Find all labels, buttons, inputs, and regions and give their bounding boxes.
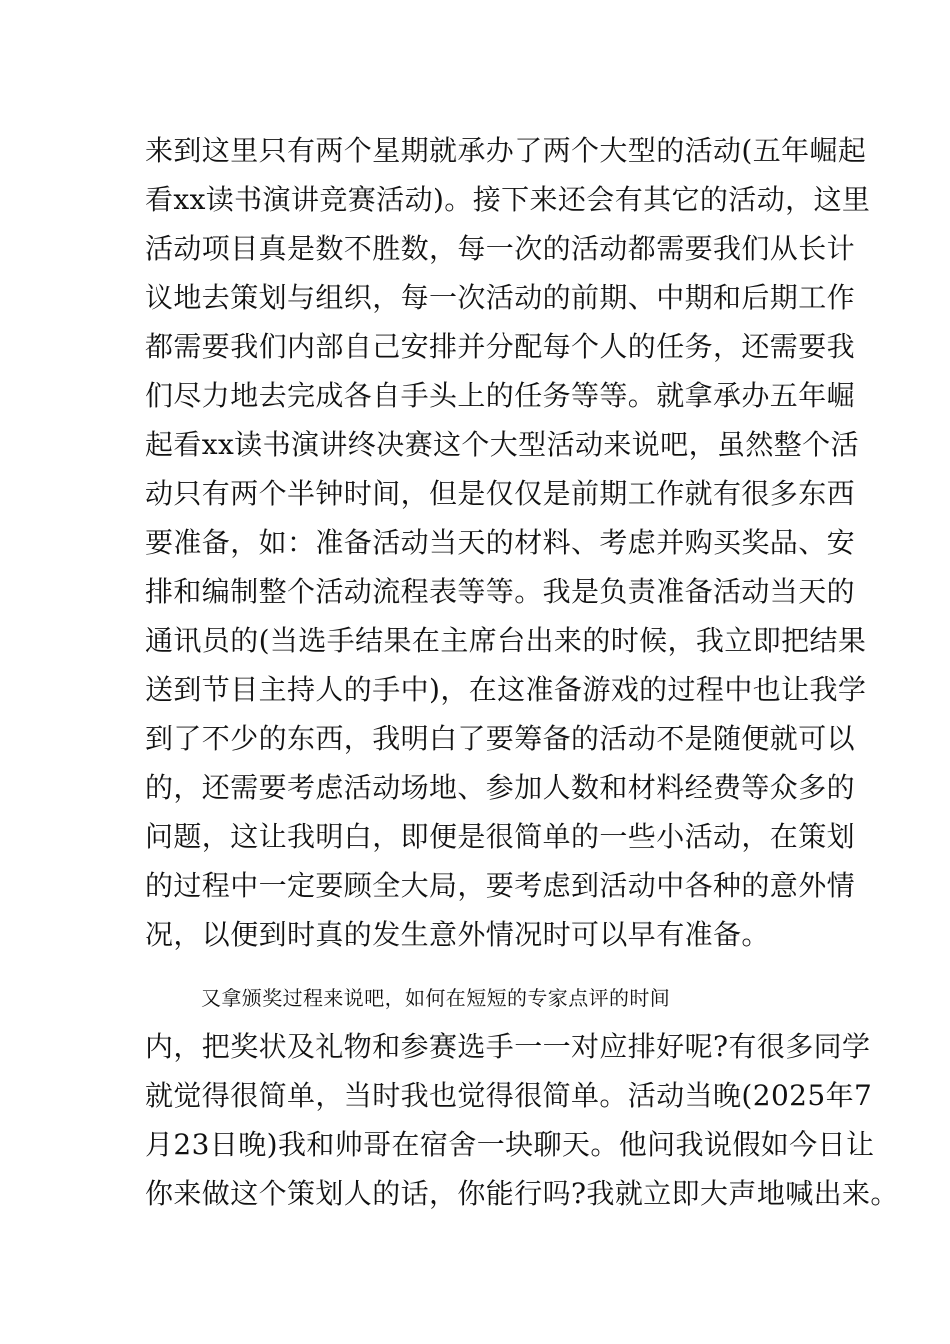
text-line-11: 通讯员的(当选手结果在主席台出来的时候，我立即把结果 <box>145 624 867 657</box>
text-line-12: 送到节目主持人的手中)，在这准备游戏的过程中也让我学 <box>145 673 867 706</box>
text-line-19: 内，把奖状及礼物和参赛选手一一对应排好呢?有很多同学 <box>145 1030 871 1063</box>
text-line-4: 议地去策划与组织，每一次活动的前期、中期和后期工作 <box>145 281 856 314</box>
text-line-16: 的过程中一定要顾全大局，要考虑到活动中各种的意外情 <box>145 869 856 902</box>
text-line-2: 看xx读书演讲竞赛活动)。接下来还会有其它的活动，这里 <box>145 183 871 216</box>
text-line-20: 就觉得很简单，当时我也觉得很简单。活动当晚(2025年7 <box>145 1079 873 1112</box>
text-line-9: 要准备，如：准备活动当天的材料、考虑并购买奖品、安 <box>145 526 856 559</box>
text-line-7: 起看xx读书演讲终决赛这个大型活动来说吧，虽然整个活 <box>145 428 859 461</box>
text-line-10: 排和编制整个活动流程表等等。我是负责准备活动当天的 <box>145 575 856 608</box>
text-line-21: 月23日晚)我和帅哥在宿舍一块聊天。他问我说假如今日让 <box>145 1128 875 1161</box>
text-line-15: 问题，这让我明白，即便是很简单的一些小活动，在策划 <box>145 820 856 853</box>
text-line-14: 的，还需要考虑活动场地、参加人数和材料经费等众多的 <box>145 771 856 804</box>
text-line-3: 活动项目真是数不胜数，每一次的活动都需要我们从长计 <box>145 232 856 265</box>
text-line-1: 来到这里只有两个星期就承办了两个大型的活动(五年崛起 <box>145 134 867 167</box>
text-line-18: 又拿颁奖过程来说吧，如何在短短的专家点评的时间 <box>201 986 671 1010</box>
text-line-6: 们尽力地去完成各自手头上的任务等等。就拿承办五年崛 <box>145 379 856 412</box>
text-line-13: 到了不少的东西，我明白了要筹备的活动不是随便就可以 <box>145 722 856 755</box>
text-line-22: 你来做这个策划人的话，你能行吗?我就立即大声地喊出来。 <box>145 1177 899 1210</box>
text-line-8: 动只有两个半钟时间，但是仅仅是前期工作就有很多东西 <box>145 477 856 510</box>
text-line-17: 况，以便到时真的发生意外情况时可以早有准备。 <box>145 918 770 951</box>
text-line-5: 都需要我们内部自己安排并分配每个人的任务，还需要我 <box>145 330 856 363</box>
